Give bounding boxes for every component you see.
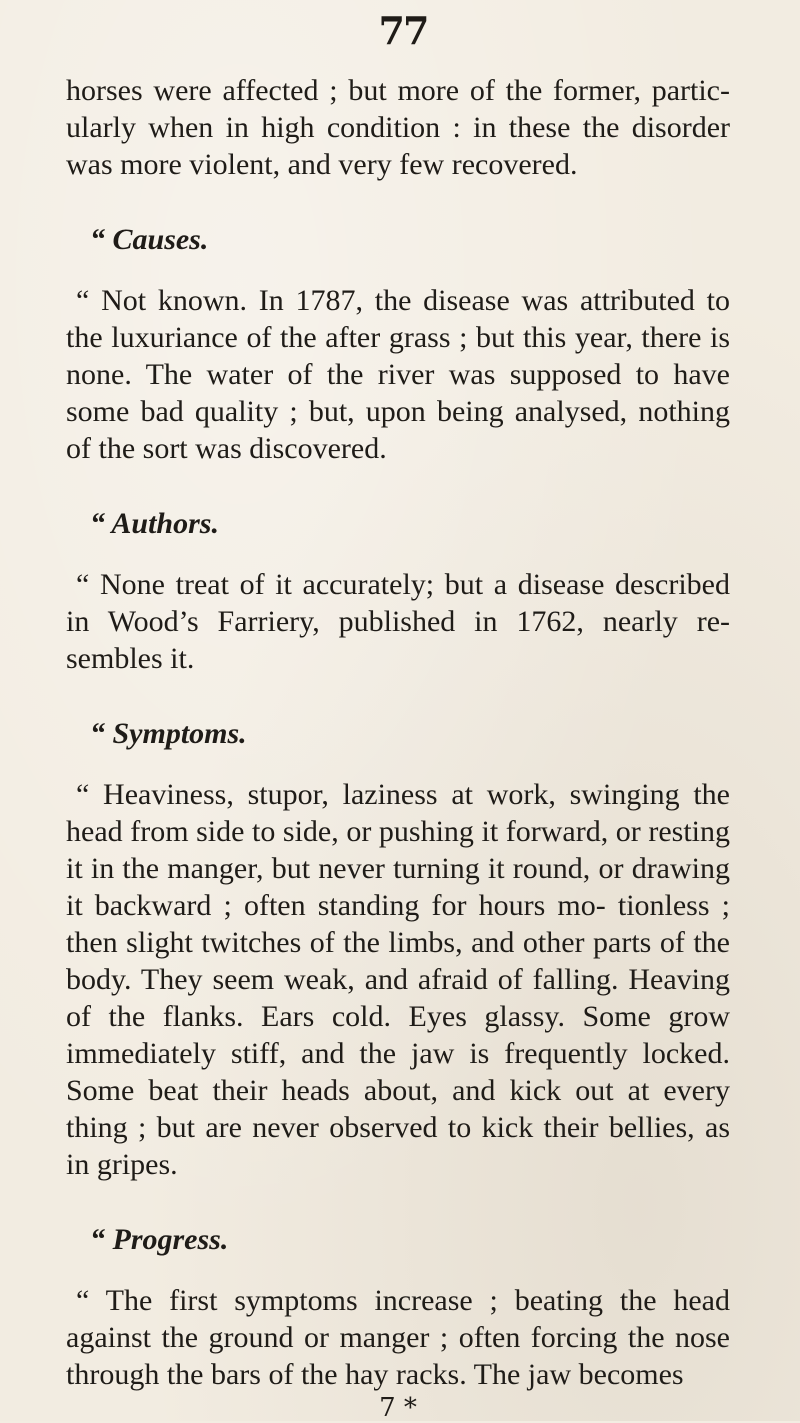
section-body-progress: “ The first symptoms increase ; beating the head against the ground or manger ; often forcing the nose through the bars of the hay racks. The jaw becomes: [66, 1284, 730, 1391]
section-body-symptoms: “ Heaviness, stupor, laziness at work, swinging the head from side to side, or pushing it forward, or resting it in the manger, but never turning it round, or drawing it backward ; often standing for hours mo- tionless ; then slight twitches of the limbs, and other parts of the body. They seem weak, and afraid of falling. Heaving of the flanks. Ears cold. Eyes glassy. Some grow immediately stiff, and the jaw is frequently locked. Some beat their heads about, and kick out at every thing ; but are never observed to kick their bellies, as in gripes.: [66, 778, 730, 1181]
section-body-authors: “ None treat of it accurately; but a disease described in Wood’s Farriery, published in 1762, nearly re- sembles it.: [66, 568, 730, 675]
opening-paragraph: horses were affected ; but more of the former, partic- ularly when in high condition : in these the disorder was more violent, and very few recovered.: [66, 74, 730, 181]
section-body-causes: “ Not known. In 1787, the disease was attributed to the luxuriance of the after grass ; but this year, there is none. The water of the river was supposed to have some bad quality ; but, upon being analysed, nothing of the sort was discovered.: [66, 284, 730, 465]
signature-mark: 7 *: [379, 1393, 417, 1423]
page-number: 77: [378, 8, 428, 53]
section-heading-authors: “ Authors.: [90, 507, 219, 540]
section-heading-causes: “ Causes.: [90, 223, 209, 256]
section-heading-progress: “ Progress.: [90, 1223, 229, 1256]
section-heading-symptoms: “ Symptoms.: [90, 717, 247, 750]
